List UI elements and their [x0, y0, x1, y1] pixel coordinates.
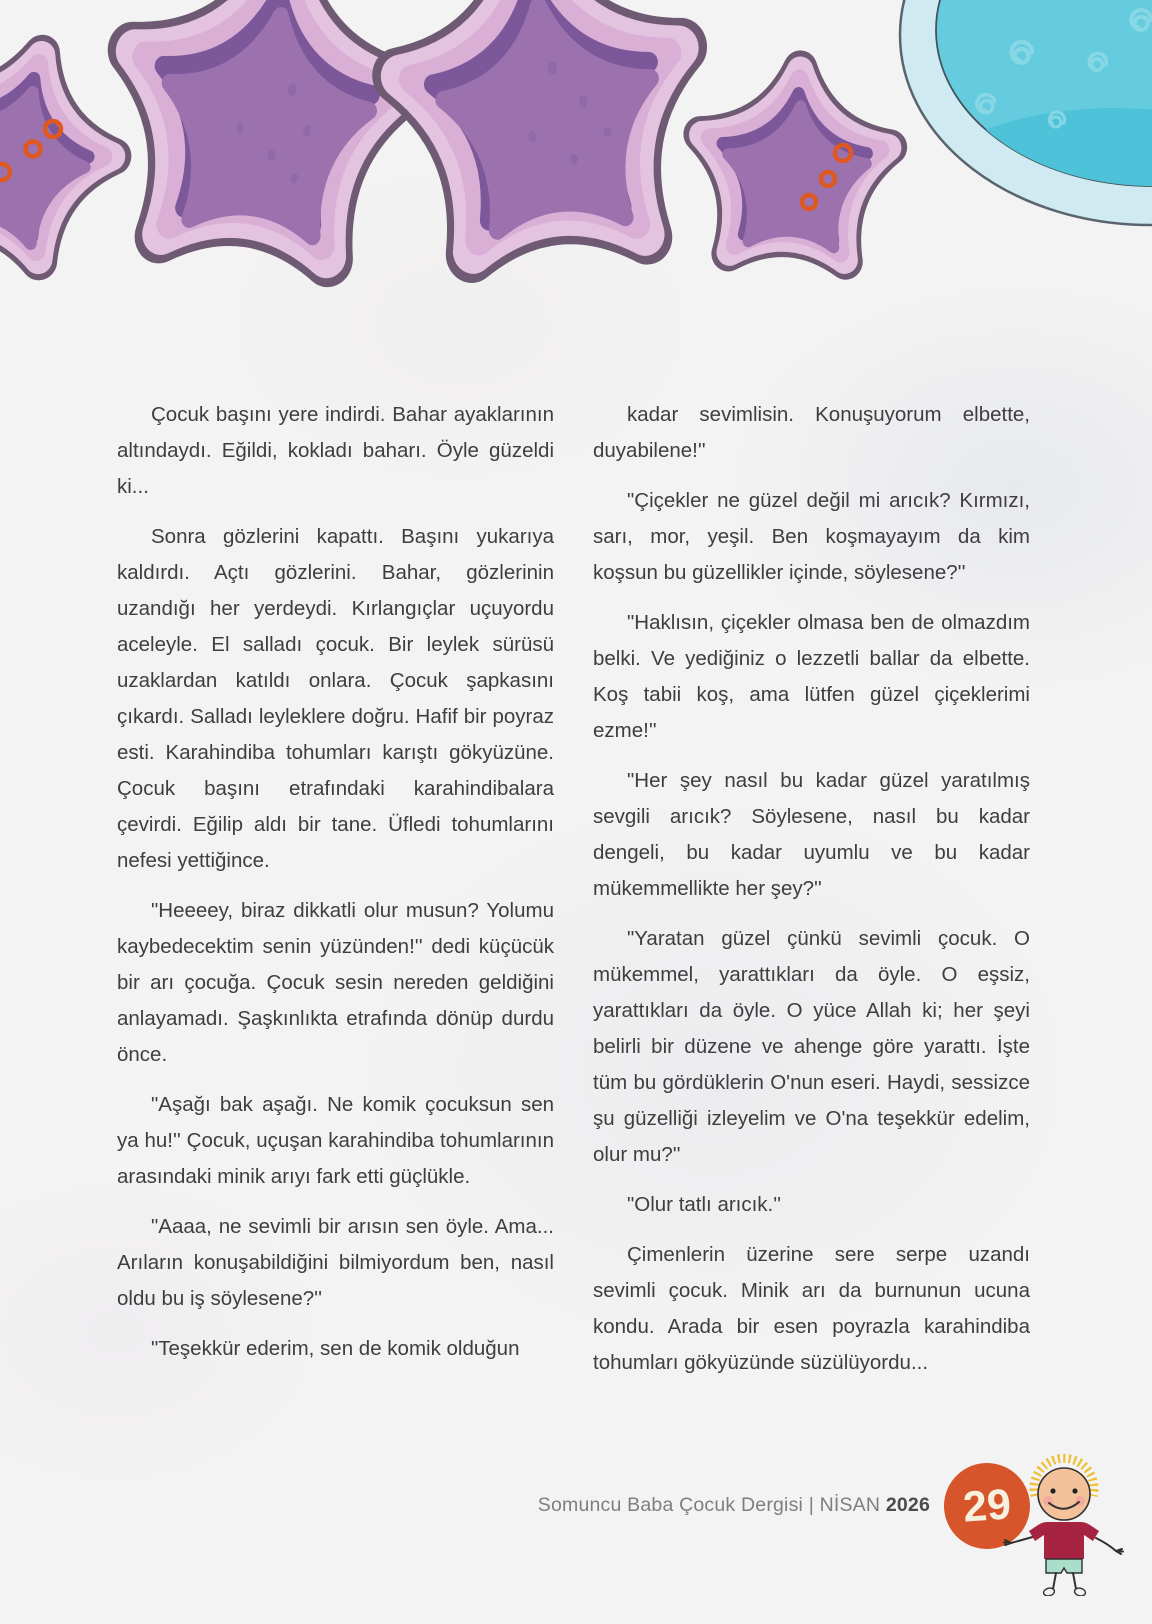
boy-shirt: [1029, 1522, 1099, 1559]
story-paragraph: "Olur tatlı arıcık.'': [627, 1193, 782, 1216]
story-paragraph: "Her şey nasıl bu kadar güzel yaratılmış sevgili arıcık? Söylesene, nasıl bu kadar dengeli, bu kadar uyumlu ve bu kadar mükemmellikte her şey?'': [593, 769, 1030, 900]
top-decoration: [0, 0, 1152, 335]
footer-year: 2026: [885, 1494, 930, 1516]
story-paragraph: "Teşekkür ederim, sen de komik olduğun: [151, 1337, 520, 1360]
boy-legs: [1053, 1573, 1076, 1589]
boy-foot: [1043, 1587, 1056, 1596]
boy-eye: [1072, 1488, 1077, 1493]
starfish-illustration: [692, 62, 895, 265]
starfish-illustration: [386, 0, 701, 260]
story-paragraph: "Haklısın, çiçekler olmasa ben de olmazdım belki. Ve yediğiniz o lezzetli ballar da elbette. Koş tabii koş, ama lütfen güzel çiçeklerimi ezme!'': [593, 611, 1030, 742]
story-paragraph: "Çiçekler ne güzel değil mi arıcık? Kırmızı, sarı, mor, yeşil. Ben koşmayayım da kim koşsun bu güzellikler içinde, söylesene?'': [593, 489, 1030, 584]
starfish-illustration: [107, 0, 421, 267]
text-column-left: [117, 397, 554, 1395]
story-paragraph: "Yaratan güzel çünkü sevimli çocuk. O mükemmel, yarattıkları da öyle. O eşsiz, yarattıkları da öyle. O yüce Allah ki; her şeyi belirli bir düzene ve ahenge göre yarattı. İşte tüm bu gördüklerin O'nun eseri. Haydi, sessizce şu güzelliği izleyelim ve O'na teşekkür edelim, olur mu?'': [593, 927, 1030, 1166]
boy-eye: [1050, 1488, 1055, 1493]
story-paragraph: "Heeeey, biraz dikkatli olur musun? Yolumu kaybedecektim senin yüzünden!'' dedi küçücük bir arı çocuğa. Çocuk sesin nereden geldiğini anlayamadı. Şaşkınlıkta etrafında dönüp durdu önce.: [117, 899, 554, 1066]
page-number: 29: [961, 1479, 1013, 1532]
story-text: [117, 397, 1030, 1395]
story-paragraph: Çimenlerin üzerine sere serpe uzandı sevimli çocuk. Minik arı da burnunun ucuna kondu. Arada bir esen poyrazla karahindiba tohumları gökyüzünde süzülüyordu...: [593, 1243, 1030, 1374]
boy-head: [1038, 1468, 1090, 1520]
boy-illustration: [1002, 1446, 1132, 1596]
footer-magazine-title: [538, 1494, 930, 1517]
text-column-right: [593, 397, 1030, 1395]
story-paragraph: Sonra gözlerini kapattı. Başını yukarıya kaldırdı. Açtı gözlerini. Bahar, gözlerinin uzandığı her yerdeydi. Kırlangıçlar uçuyordu aceleyle. El salladı çocuk. Bir leylek sürüsü uzaklardan katıldı onlara. Çocuk şapkasını çıkardı. Salladı leyleklere doğru. Hafif bir poyraz esti. Karahindiba tohumları karıştı gökyüzüne. Çocuk başını etrafındaki karahindibalara çevirdi. Eğilip aldı bir tane. Üfledi tohumlarını nefesi yettiğince.: [117, 525, 554, 872]
boy-shorts: [1046, 1559, 1082, 1573]
story-paragraph: Çocuk başını yere indirdi. Bahar ayaklarının altındaydı. Eğildi, kokladı baharı. Öyle güzeldi ki...: [117, 403, 554, 498]
story-paragraph: "Aaaa, ne sevimli bir arısın sen öyle. Ama... Arıların konuşabildiğini bilmiyordum ben, nasıl oldu bu iş söylesene?'': [117, 1215, 554, 1310]
story-paragraph: "Aşağı bak aşağı. Ne komik çocuksun sen ya hu!'' Çocuk, uçuşan karahindiba tohumlarının arasındaki minik arıyı fark etti güçlükle.: [117, 1093, 554, 1188]
water-circle-illustration: [900, 0, 1152, 292]
story-paragraph: kadar sevimlisin. Konuşuyorum elbette, duyabilene!'': [593, 403, 1030, 462]
boy-foot: [1074, 1587, 1087, 1596]
footer-magazine-name: Somuncu Baba Çocuk Dergisi | NİSAN: [537, 1494, 881, 1516]
